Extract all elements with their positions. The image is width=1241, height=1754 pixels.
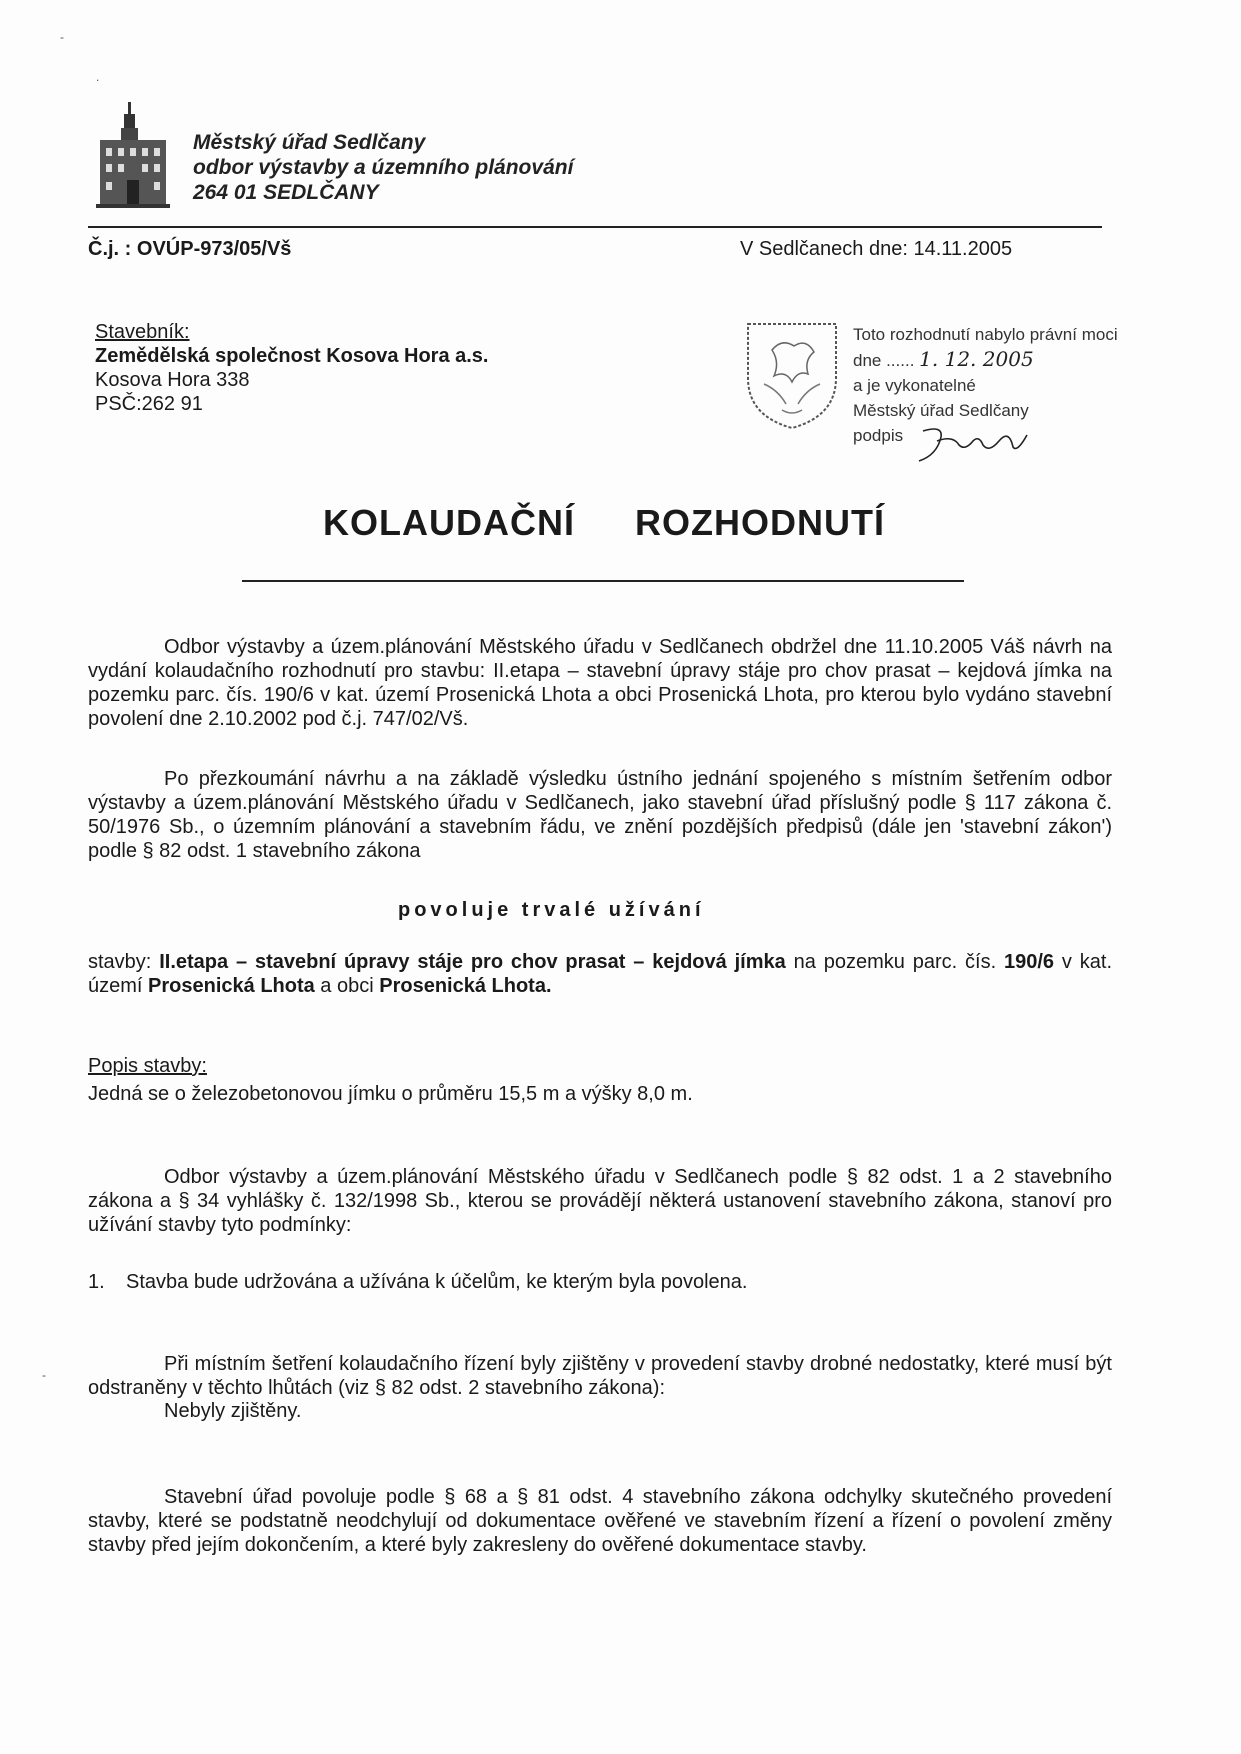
letterhead	[193, 130, 573, 205]
reference-number: Č.j. : OVÚP-973/05/Vš	[88, 238, 292, 260]
building-name: II.etapa – stavební úpravy stáje pro chov prasat – kejdová jímka	[159, 951, 786, 973]
office-address: 264 01 SEDLČANY	[193, 181, 379, 204]
handwritten-signature	[913, 423, 1043, 463]
paragraph-conditions	[88, 1165, 1112, 1237]
building-mid-1: na pozemku parc. čís.	[785, 951, 1004, 973]
addressee-label: Stavebník:	[95, 321, 190, 343]
office-name: Městský úřad Sedlčany	[193, 131, 426, 154]
addressee-name: Zemědělská společnost Kosova Hora a.s.	[95, 345, 489, 367]
stamp-line-date	[853, 347, 1118, 373]
municipality: Prosenická Lhota.	[379, 975, 552, 997]
department-name: odbor výstavby a územního plánování	[193, 156, 574, 179]
paragraph-review-text: Po přezkoumání návrhu a na základě výsledku ústního jednání spojeného s místním šetřením odbor výstavby a územ.plánování Městského úřadu v Sedlčanech, jako stavební úřad příslušný podle § 117 zákona č. 50/1976 Sb., o územním plánování a stavebním řádu, ve znění pozdějších předpisů (dále jen 'stavební zákon') podle § 82 odst. 1 stavebního zákona	[88, 768, 1112, 862]
title-word-2: ROZHODNUTÍ	[634, 502, 885, 543]
paragraph-deviations-text: Stavební úřad povoluje podle § 68 a § 81 odst. 4 stavebního zákona odchylky skutečného provedení stavby, které se podstatně neodchylují od dokumentace ověřené ve stavebním řízení a řízení o povolení změny stavby před jejím dokončením, a které byly zakresleny do ověřené dokumentace stavby.	[88, 1486, 1112, 1556]
document-date: V Sedlčanech dne: 14.11.2005	[740, 238, 1013, 260]
paragraph-deficiencies	[88, 1352, 1112, 1400]
paragraph-review	[88, 767, 1112, 863]
addressee-block	[95, 320, 489, 416]
addressee-street: Kosova Hora 338	[95, 369, 250, 391]
parcel-number: 190/6	[1004, 951, 1055, 973]
addressee-postcode: PSČ:262 91	[95, 393, 203, 415]
title-word-1: KOLAUDAČNÍ	[323, 502, 575, 543]
title-divider	[242, 580, 964, 582]
scan-speck: -	[60, 30, 64, 44]
paragraph-application	[88, 635, 1112, 731]
paragraph-deviations	[88, 1485, 1112, 1557]
condition-item	[88, 1271, 747, 1294]
paragraph-conditions-text: Odbor výstavby a územ.plánování Městského úřadu v Sedlčanech podle § 82 odst. 1 a 2 stavebního zákona a § 34 vyhlášky č. 132/1998 Sb., kterou se provádějí některá ustanovení stavebního zákona, stanoví pro užívání stavby tyto podmínky:	[88, 1166, 1112, 1236]
stamp-date-prefix: dne ......	[853, 351, 915, 370]
header-divider	[88, 226, 1102, 228]
condition-number: 1.	[88, 1271, 105, 1293]
cadastral-area: Prosenická Lhota	[148, 975, 315, 997]
coat-of-arms-stamp-icon	[742, 320, 842, 432]
stamp-line-office: Městský úřad Sedlčany	[853, 401, 1029, 420]
paragraph-deficiencies-text: Při místním šetření kolaudačního řízení byly zjištěny v provedení stavby drobné nedostatky, které musí být odstraněny v těchto lhůtách (viz § 82 odst. 2 stavebního zákona):	[88, 1353, 1112, 1399]
condition-text: Stavba bude udržována a užívána k účelům, ke kterým byla povolena.	[126, 1271, 748, 1293]
scan-speck: -	[42, 1368, 46, 1382]
building-prefix: stavby:	[88, 951, 160, 973]
stamp-line-enforceable: a je vykonatelné	[853, 376, 976, 395]
description-label: Popis stavby:	[88, 1055, 207, 1077]
building-mid-2: v kat. území	[88, 951, 1113, 997]
description-text: Jedná se o železobetonovou jímku o průměru 15,5 m a výšky 8,0 m.	[88, 1083, 693, 1105]
deficiencies-result: Nebyly zjištěny.	[164, 1400, 302, 1422]
decision-statement: povoluje trvalé užívání	[398, 899, 705, 921]
document-title	[323, 502, 885, 544]
building-mid-3: a obci	[314, 975, 380, 997]
paragraph-application-text: Odbor výstavby a územ.plánování Městského úřadu v Sedlčanech obdržel dne 11.10.2005 Váš návrh na vydání kolaudačního rozhodnutí pro stavbu: II.etapa – stavební úpravy stáje pro chov prasat – kejdová jímka na pozemku parc. čís. 190/6 v kat. území Prosenická Lhota a obci Prosenická Lhota, pro kterou bylo vydáno stavební povolení dne 2.10.2002 pod č.j. 747/02/Vš.	[88, 636, 1112, 730]
stamp-line-legal-effect: Toto rozhodnutí nabylo právní moci	[853, 325, 1118, 344]
stamp-line-signature-label: podpis	[853, 426, 904, 445]
stamp-handwritten-date: 1. 12. 2005	[919, 347, 1034, 371]
town-hall-crest-icon	[96, 100, 170, 210]
scan-speck: .	[96, 70, 100, 84]
paragraph-building	[88, 950, 1112, 998]
